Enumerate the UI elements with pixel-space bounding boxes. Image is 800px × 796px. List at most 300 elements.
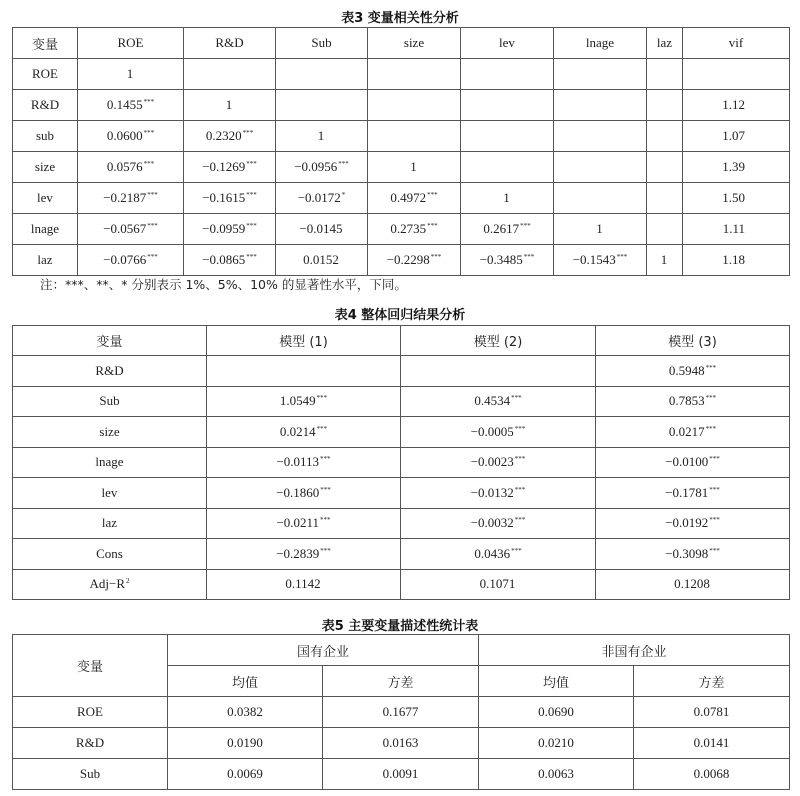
table4-header-cell-value: 模型 (3) [668, 335, 717, 350]
table3-vif-cell-value: 1.39 [722, 159, 745, 174]
significance-mark: *** [320, 516, 331, 525]
table3-header-cell [184, 28, 276, 59]
table3-row [13, 121, 790, 152]
table5-row-label-value: R&D [75, 735, 105, 750]
table4-cell-value: −0.0023 [470, 454, 514, 470]
table3-cell-value: 0.1455 [106, 97, 143, 112]
table3-vif-cell-value: 1.07 [722, 128, 745, 143]
table4-row-label-value: lnage [95, 454, 124, 470]
table4-row [13, 508, 790, 539]
table5-caption: 表5 主要变量描述性统计表 [321, 619, 479, 634]
table3-cell-value: −0.1269 [202, 159, 246, 174]
table4-row-label-value: Cons [96, 545, 123, 561]
superscript: 2 [126, 577, 130, 586]
significance-mark: *** [246, 160, 257, 168]
table3-cell [276, 121, 368, 152]
table3-cell-value: −0.0145 [299, 221, 343, 236]
table3-cell [554, 183, 647, 214]
table5-cell [479, 759, 634, 790]
table4-header-cell [207, 326, 401, 356]
table4-row-label [13, 508, 207, 539]
table4-cell [401, 508, 596, 539]
table3-cell [461, 183, 554, 214]
table4-header-cell-value: 模型 (2) [473, 335, 523, 350]
table3-row [13, 90, 790, 121]
table3-cell [368, 245, 461, 276]
table3-cell [461, 59, 554, 90]
significance-mark: *** [316, 424, 328, 433]
table3-correlation [12, 27, 790, 276]
significance-mark: *** [147, 253, 158, 261]
significance-mark: *** [514, 516, 526, 525]
table3-cell [461, 121, 554, 152]
table5-cell [323, 697, 479, 728]
table3-cell [78, 152, 184, 183]
table3-header-cell-value: lev [499, 35, 515, 50]
table3-cell [276, 245, 368, 276]
table3-cell [368, 90, 461, 121]
table4-cell-value: 0.0214 [279, 423, 316, 439]
table4-cell [207, 356, 401, 387]
table3-cell-value: −0.1615 [202, 190, 246, 205]
significance-mark: *** [514, 455, 526, 464]
table3-header-cell [647, 28, 683, 59]
table3-cell [647, 245, 683, 276]
table4-cell [596, 539, 790, 570]
table3-cell [78, 121, 184, 152]
significance-mark: *** [246, 253, 257, 261]
table5-cell [168, 697, 323, 728]
significance-mark: *** [143, 98, 155, 106]
table4-cell [596, 478, 790, 509]
table3-header-cell [78, 28, 184, 59]
table4-row [13, 356, 790, 387]
table4-row [13, 386, 790, 417]
table3-cell-value: −0.0956 [294, 159, 338, 174]
significance-mark: *** [338, 160, 349, 168]
table3-cell [554, 245, 647, 276]
table3-row-label [13, 152, 78, 183]
table3-row-label [13, 183, 78, 214]
significance-mark: *** [427, 191, 438, 199]
significance-mark: * [341, 191, 346, 199]
table3-row-label-value: laz [37, 252, 53, 267]
table5-subheader-value: 均值 [543, 675, 570, 691]
table4-cell-value: 0.7853 [668, 393, 705, 409]
table5-row-label-value: ROE [77, 704, 103, 719]
table4-cell-value: −0.0192 [665, 515, 709, 531]
table4-cell [207, 478, 401, 509]
table3-row [13, 214, 790, 245]
table3-header-cell-value: ROE [117, 35, 144, 50]
significance-mark: *** [316, 394, 328, 403]
significance-mark: *** [242, 129, 254, 137]
table3-cell [554, 121, 647, 152]
table4-header-cell-value: 变量 [96, 335, 123, 350]
table5-cell-value: 0.0690 [538, 704, 574, 719]
table3-cell-value: 0.0600 [106, 128, 143, 143]
table4-row-label-value: Adj−R [89, 576, 125, 592]
table5-group-header [479, 635, 790, 666]
table3-row-label-value: R&D [30, 97, 60, 112]
table5-cell-value: 0.1677 [382, 704, 419, 719]
table5-cell [323, 759, 479, 790]
table3-cell [184, 245, 276, 276]
significance-mark: *** [511, 394, 522, 403]
table4-cell [401, 417, 596, 448]
table5-cell [323, 728, 479, 759]
table5-row [13, 728, 790, 759]
significance-mark: *** [430, 253, 442, 261]
table4-cell-value: −0.1860 [276, 484, 320, 500]
table4-cell [596, 569, 790, 600]
table4-row-label-value: laz [101, 515, 118, 531]
table3-row [13, 183, 790, 214]
table4-row-label [13, 356, 207, 387]
table4-cell-value: −0.2839 [276, 545, 320, 561]
table5-subheader-value: 方差 [387, 675, 414, 691]
significance-mark: *** [709, 485, 720, 494]
table3-cell [554, 90, 647, 121]
significance-mark: *** [147, 191, 158, 199]
table3-row-label [13, 121, 78, 152]
table5-row [13, 759, 790, 790]
table5-cell [479, 728, 634, 759]
table3-cell [554, 214, 647, 245]
table4-cell-value: −0.0032 [470, 515, 514, 531]
table3-cell [647, 214, 683, 245]
table5-cell-value: 0.0069 [227, 766, 263, 781]
table5-group-header [168, 635, 479, 666]
table3-cell-value: 0.0152 [303, 252, 339, 267]
table4-cell-value: −0.0211 [276, 515, 320, 531]
table4-cell-value: −0.1781 [665, 484, 709, 500]
table3-cell [368, 152, 461, 183]
table3-cell [647, 59, 683, 90]
significance-mark: *** [147, 222, 158, 230]
table4-cell [596, 386, 790, 417]
table3-vif-cell-value: 1.12 [722, 97, 745, 112]
table4-row-label-value: lev [101, 484, 118, 500]
table4-header-cell [596, 326, 790, 356]
table3-row-label-value: lnage [30, 221, 60, 236]
table4-cell-value: 0.1071 [479, 576, 516, 592]
table5-descriptive [12, 634, 790, 790]
table4-header-cell [401, 326, 596, 356]
table3-cell-value: 1 [503, 190, 510, 205]
table5-cell-value: 0.0141 [693, 735, 730, 750]
table4-row-label-value: Sub [99, 393, 120, 409]
table5-cell [634, 697, 790, 728]
table4-cell [401, 447, 596, 478]
table3-header-cell-value: Sub [311, 35, 332, 50]
table3-header-cell [461, 28, 554, 59]
table5-row-label [13, 728, 168, 759]
table3-cell-value: −0.0567 [103, 221, 147, 236]
table3-cell [461, 90, 554, 121]
table3-cell [276, 183, 368, 214]
table3-header-cell-value: 变量 [31, 37, 58, 53]
significance-mark: *** [705, 424, 717, 433]
table4-cell-value: −0.0005 [470, 423, 514, 439]
table4-cell [207, 447, 401, 478]
significance-mark: *** [143, 160, 155, 168]
table5-row-label [13, 759, 168, 790]
table5-cell [634, 759, 790, 790]
table3-header-cell-value: size [403, 35, 425, 50]
significance-mark: *** [514, 424, 526, 433]
table4-cell-value: 0.1142 [285, 576, 321, 592]
significance-mark: *** [705, 363, 717, 372]
table3-row-label-value: size [34, 159, 56, 174]
table3-vif-cell [683, 152, 790, 183]
table5-cell-value: 0.0210 [538, 735, 574, 750]
table4-row-label [13, 478, 207, 509]
table3-caption: 表3 变量相关性分析 [341, 11, 459, 26]
table3-header-cell [683, 28, 790, 59]
table3-cell-value: −0.1543 [572, 252, 616, 267]
table3-header-cell-value: laz [656, 35, 673, 50]
significance-mark: *** [246, 191, 257, 199]
table3-cell-value: −0.2298 [386, 252, 430, 267]
table3-cell [554, 152, 647, 183]
table3-note: 注：***、**、* 分别表示 1%、5%、10% 的显著性水平，下同。 [40, 277, 407, 292]
table5-cell-value: 0.0190 [227, 735, 263, 750]
table3-cell [184, 183, 276, 214]
table3-cell [276, 152, 368, 183]
table4-cell [596, 508, 790, 539]
significance-mark: *** [143, 129, 155, 137]
table3-vif-cell [683, 214, 790, 245]
table3-row-label [13, 59, 78, 90]
significance-mark: *** [320, 546, 331, 555]
table5-group-header-value: 非国有企业 [601, 644, 667, 660]
significance-mark: *** [709, 546, 720, 555]
table3-cell [276, 214, 368, 245]
table5-row-label-value: Sub [79, 766, 101, 781]
table4-cell-value: −0.3098 [665, 545, 709, 561]
table5-subheader [479, 666, 634, 697]
table3-cell [461, 214, 554, 245]
table3-header-cell [13, 28, 78, 59]
table3-header-cell [554, 28, 647, 59]
table3-header-cell [276, 28, 368, 59]
table4-cell [401, 569, 596, 600]
table4-cell-value: −0.0132 [470, 484, 514, 500]
table5-cell [479, 697, 634, 728]
table3-row-label-value: lev [37, 190, 53, 205]
significance-mark: *** [246, 222, 257, 230]
table3-cell [78, 245, 184, 276]
table5-group-header-value: 国有企业 [297, 644, 350, 660]
significance-mark: *** [616, 253, 628, 261]
significance-mark: *** [427, 222, 438, 230]
table3-cell-value: 0.0576 [106, 159, 143, 174]
table3-cell-value: −0.2187 [103, 190, 147, 205]
table3-row [13, 59, 790, 90]
table3-cell-value: −0.0172 [297, 190, 341, 205]
table3-vif-cell [683, 59, 790, 90]
table3-cell [461, 245, 554, 276]
table3-vif-cell-value: 1.18 [722, 252, 745, 267]
table3-cell [554, 59, 647, 90]
table3-header-cell [368, 28, 461, 59]
table5-row-label [13, 697, 168, 728]
table5-cell-value: 0.0063 [538, 766, 574, 781]
table5-cell [168, 728, 323, 759]
table4-cell [207, 508, 401, 539]
significance-mark: *** [523, 253, 535, 261]
table3-cell-value: −0.3485 [479, 252, 523, 267]
table5-cell-value: 0.0091 [382, 766, 419, 781]
table4-caption: 表4 整体回归结果分析 [334, 308, 466, 323]
table4-row-label [13, 569, 207, 600]
table3-vif-cell [683, 183, 790, 214]
table5-cell [634, 728, 790, 759]
table4-cell-value: 0.0436 [474, 545, 511, 561]
table3-header-cell-value: vif [728, 35, 744, 50]
table3-cell [276, 59, 368, 90]
table5-subheader [168, 666, 323, 697]
table3-row-label-value: ROE [32, 66, 58, 81]
table4-row-label [13, 386, 207, 417]
significance-mark: *** [705, 394, 717, 403]
table3-cell-value: 1 [410, 159, 417, 174]
table4-cell-value: 0.1208 [674, 576, 710, 592]
table3-cell [184, 59, 276, 90]
table4-cell [207, 539, 401, 570]
table5-subheader-value: 方差 [698, 675, 725, 691]
significance-mark: *** [514, 485, 526, 494]
table3-cell [368, 183, 461, 214]
table3-cell [184, 90, 276, 121]
table4-cell [207, 386, 401, 417]
table5-variable-header-value: 变量 [76, 660, 103, 675]
table3-cell-value: −0.0959 [202, 221, 246, 236]
table5-cell-value: 0.0382 [227, 704, 263, 719]
table3-header-cell-value: lnage [585, 35, 615, 50]
table3-cell [647, 121, 683, 152]
table3-row [13, 152, 790, 183]
table4-cell [401, 478, 596, 509]
table3-row-label [13, 214, 78, 245]
table4-cell [401, 539, 596, 570]
table3-cell-value: 0.2735 [390, 221, 427, 236]
table5-row [13, 697, 790, 728]
significance-mark: *** [709, 455, 720, 464]
table3-vif-cell [683, 245, 790, 276]
table3-cell [368, 121, 461, 152]
significance-mark: *** [320, 455, 331, 464]
table4-cell-value: −0.0100 [665, 454, 709, 470]
table4-header-cell [13, 326, 207, 356]
table3-cell [368, 59, 461, 90]
table3-vif-cell-value: 1.11 [722, 221, 745, 236]
significance-mark: *** [320, 485, 331, 494]
table4-row [13, 569, 790, 600]
table3-cell [647, 90, 683, 121]
table4-cell [596, 356, 790, 387]
table3-cell-value: 0.4972 [390, 190, 427, 205]
table3-cell-value: −0.0865 [202, 252, 246, 267]
table3-cell [647, 183, 683, 214]
table3-row-label-value: sub [35, 128, 55, 143]
table5-cell [168, 759, 323, 790]
table3-cell [368, 214, 461, 245]
table4-row [13, 539, 790, 570]
table3-cell-value: 1 [596, 221, 603, 236]
table3-cell-value: 1 [126, 66, 134, 81]
table3-row-label [13, 245, 78, 276]
table3-cell [184, 121, 276, 152]
table4-header-cell-value: 模型 (1) [279, 335, 328, 350]
table3-cell-value: 1 [225, 97, 233, 112]
table3-cell [78, 183, 184, 214]
table4-row [13, 478, 790, 509]
table3-vif-cell [683, 121, 790, 152]
table3-cell-value: −0.0766 [103, 252, 147, 267]
table3-vif-cell-value: 1.50 [722, 190, 745, 205]
table4-row-label-value: size [99, 423, 120, 439]
table5-cell-value: 0.0781 [693, 704, 730, 719]
table4-cell-value: 0.0217 [668, 423, 705, 439]
table5-group-header-row [13, 635, 790, 666]
table4-row-label [13, 539, 207, 570]
significance-mark: *** [709, 516, 720, 525]
table4-row-label-value: R&D [95, 362, 124, 378]
significance-mark: *** [520, 222, 531, 230]
table3-cell [184, 214, 276, 245]
table4-row [13, 417, 790, 448]
table3-cell-value: 1 [317, 128, 325, 143]
table5-subheader [323, 666, 479, 697]
table4-cell-value: 0.4534 [474, 393, 511, 409]
table5-subheader [634, 666, 790, 697]
table4-row-label [13, 417, 207, 448]
table5-cell-value: 0.0068 [693, 766, 730, 781]
table4-cell-value: 0.5948 [668, 362, 705, 378]
table3-header-row [13, 28, 790, 59]
table4-cell [401, 386, 596, 417]
table4-cell [596, 447, 790, 478]
table4-row [13, 447, 790, 478]
table3-row-label [13, 90, 78, 121]
table3-header-cell-value: R&D [215, 35, 244, 50]
table4-cell [207, 417, 401, 448]
table5-cell-value: 0.0163 [382, 735, 419, 750]
table3-cell [461, 152, 554, 183]
table3-cell-value: 1 [660, 252, 668, 267]
table4-regression [12, 325, 790, 600]
table5-variable-header [13, 635, 168, 697]
table3-cell [78, 59, 184, 90]
significance-mark: *** [511, 546, 522, 555]
table4-cell-value: −0.0113 [276, 454, 320, 470]
table4-header-row [13, 326, 790, 356]
table4-cell [207, 569, 401, 600]
table5-subheader-value: 均值 [231, 675, 258, 691]
table3-cell [78, 214, 184, 245]
table3-row [13, 245, 790, 276]
table4-row-label [13, 447, 207, 478]
table3-cell [78, 90, 184, 121]
table3-cell [184, 152, 276, 183]
table4-cell [596, 417, 790, 448]
table3-cell [276, 90, 368, 121]
table3-cell-value: 0.2320 [205, 128, 242, 143]
table4-cell-value: 1.0549 [279, 393, 316, 409]
table4-cell [401, 356, 596, 387]
